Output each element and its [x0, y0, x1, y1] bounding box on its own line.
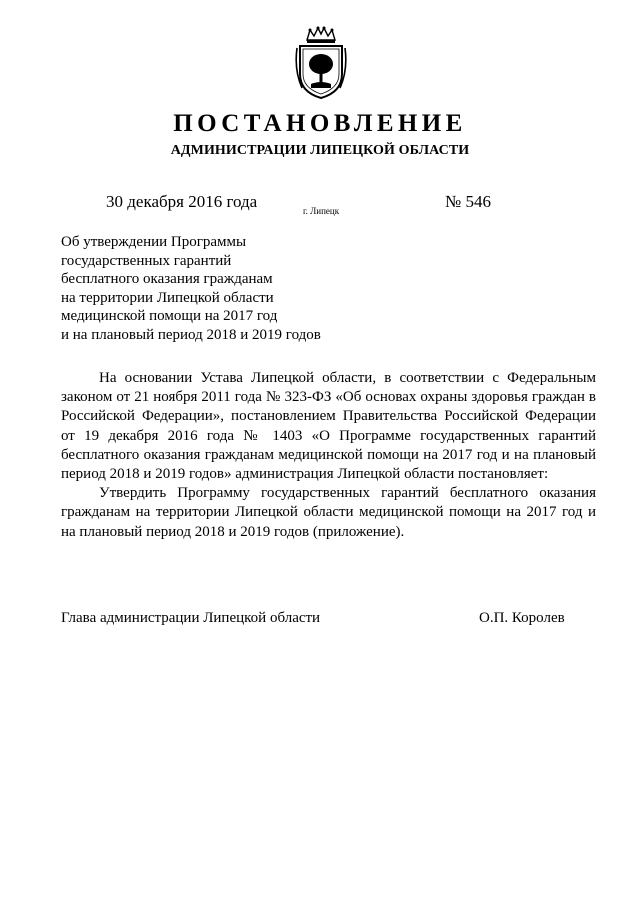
signatory-position: Глава администрации Липецкой области [61, 610, 321, 626]
body-paragraph: Утвердить Программу государственных гарантий бесплатного оказания гражданам на территории Липецкой области медицинской помощи на 2017 год и на плановый период 2018 и 2019 годов (приложение). [61, 485, 596, 540]
document-subject [61, 233, 381, 345]
subject-line: на территории Липецкой области [61, 289, 274, 306]
signatory-name: О.П. Королев [479, 610, 565, 626]
subject-line: и на плановый период 2018 и 2019 годов [61, 326, 321, 343]
document-date: 30 декабря 2016 года [106, 192, 258, 211]
subject-line: Об утверждении Программы [61, 234, 247, 250]
subject-line: медицинской помощи на 2017 год [61, 308, 278, 325]
document-city: г. Липецк [303, 206, 340, 216]
document-issuer: АДМИНИСТРАЦИИ ЛИПЕЦКОЙ ОБЛАСТИ [170, 143, 470, 158]
body-paragraph: На основании Устава Липецкой области, в соответствии с Федеральным законом от 21 ноября 2011 года № 323-ФЗ «Об основах охраны здоровья граждан в Российской Федерации», постановлением Правительства Российской Федерации от 19 декабря 2016 года № 1403 «О Программе государственных гарантий бесплатного оказания гражданам медицинской помощи на 2017 год и на плановый период 2018 и 2019 годов» администрация Липецкой области постановляет: [61, 370, 596, 483]
document-title: ПОСТАНОВЛЕНИЕ [173, 110, 467, 137]
document-number: № 546 [445, 192, 491, 211]
document-body [61, 369, 596, 542]
subject-line: государственных гарантий [61, 252, 232, 269]
coat-of-arms-icon [294, 26, 348, 100]
subject-line: бесплатного оказания гражданам [61, 271, 273, 288]
